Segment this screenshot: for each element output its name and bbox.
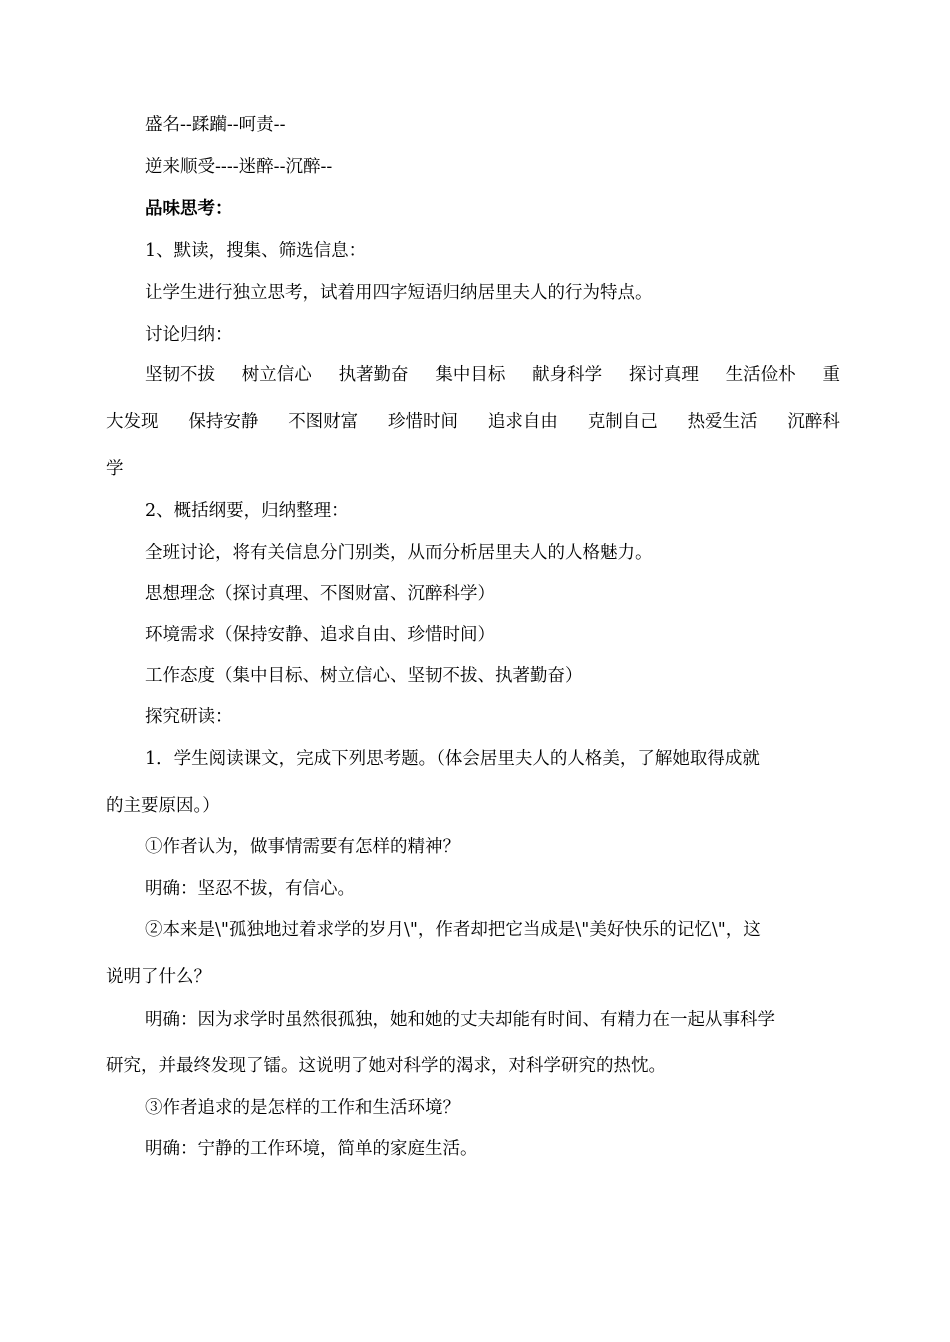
text-line: 盛名--蹂躏--呵责-- — [145, 115, 286, 135]
phrase: 热爱生活 — [687, 412, 758, 432]
text-line: 学 — [106, 459, 124, 479]
text-line: 明确：宁静的工作环境，简单的家庭生活。 — [145, 1139, 478, 1159]
phrase: 探讨真理 — [628, 365, 699, 385]
phrase: 集中目标 — [435, 365, 506, 385]
phrase: 执著勤奋 — [338, 365, 409, 385]
text-line: ②本来是\"孤独地过着求学的岁月\"，作者却把它当成是\"美好快乐的记忆\"，这 — [145, 920, 761, 940]
phrase: 沉醉科 — [787, 412, 840, 432]
phrase: 生活俭朴 — [725, 365, 796, 385]
text-line: 1、默读，搜集、筛选信息： — [145, 241, 367, 261]
text-line: 2、概括纲要，归纳整理： — [145, 501, 349, 521]
text-line: 思想理念（探讨真理、不图财富、沉醉科学） — [145, 584, 495, 604]
phrase: 重 — [822, 365, 840, 385]
phrase: 树立信心 — [241, 365, 312, 385]
phrase: 大发现 — [106, 412, 159, 432]
phrase: 坚韧不拔 — [145, 365, 215, 385]
text-line: 说明了什么？ — [106, 967, 211, 987]
text-line: 工作态度（集中目标、树立信心、坚韧不拔、执著勤奋） — [145, 666, 583, 686]
text-line: 让学生进行独立思考，试着用四字短语归纳居里夫人的行为特点。 — [145, 283, 653, 303]
text-line: ③作者追求的是怎样的工作和生活环境？ — [145, 1098, 460, 1118]
text-line: 环境需求（保持安静、追求自由、珍惜时间） — [145, 625, 495, 645]
text-line: 研究，并最终发现了镭。这说明了她对科学的渴求，对科学研究的热忱。 — [106, 1056, 666, 1076]
text-line: 1．学生阅读课文，完成下列思考题。（体会居里夫人的人格美，了解她取得成就 — [145, 749, 760, 769]
phrase: 不图财富 — [288, 412, 359, 432]
phrase: 保持安静 — [188, 412, 259, 432]
phrase: 克制自己 — [587, 412, 658, 432]
phrase-row — [145, 364, 840, 386]
text-line: 全班讨论，将有关信息分门别类，从而分析居里夫人的人格魅力。 — [145, 543, 653, 563]
text-line: 明确：因为求学时虽然很孤独，她和她的丈夫却能有时间、有精力在一起从事科学 — [145, 1010, 775, 1030]
text-line: 逆来顺受----迷醉--沉醉-- — [145, 157, 333, 177]
phrase: 追求自由 — [487, 412, 558, 432]
text-line: 探究研读： — [145, 707, 233, 727]
text-line: 讨论归纳： — [145, 325, 233, 345]
phrase: 献身科学 — [532, 365, 603, 385]
text-line: 明确：坚忍不拔，有信心。 — [145, 879, 355, 899]
section-heading: 品味思考： — [145, 199, 233, 219]
text-line: ①作者认为，做事情需要有怎样的精神？ — [145, 837, 460, 857]
phrase-row — [106, 411, 840, 433]
phrase: 珍惜时间 — [388, 412, 459, 432]
text-line: 的主要原因。） — [106, 796, 220, 816]
